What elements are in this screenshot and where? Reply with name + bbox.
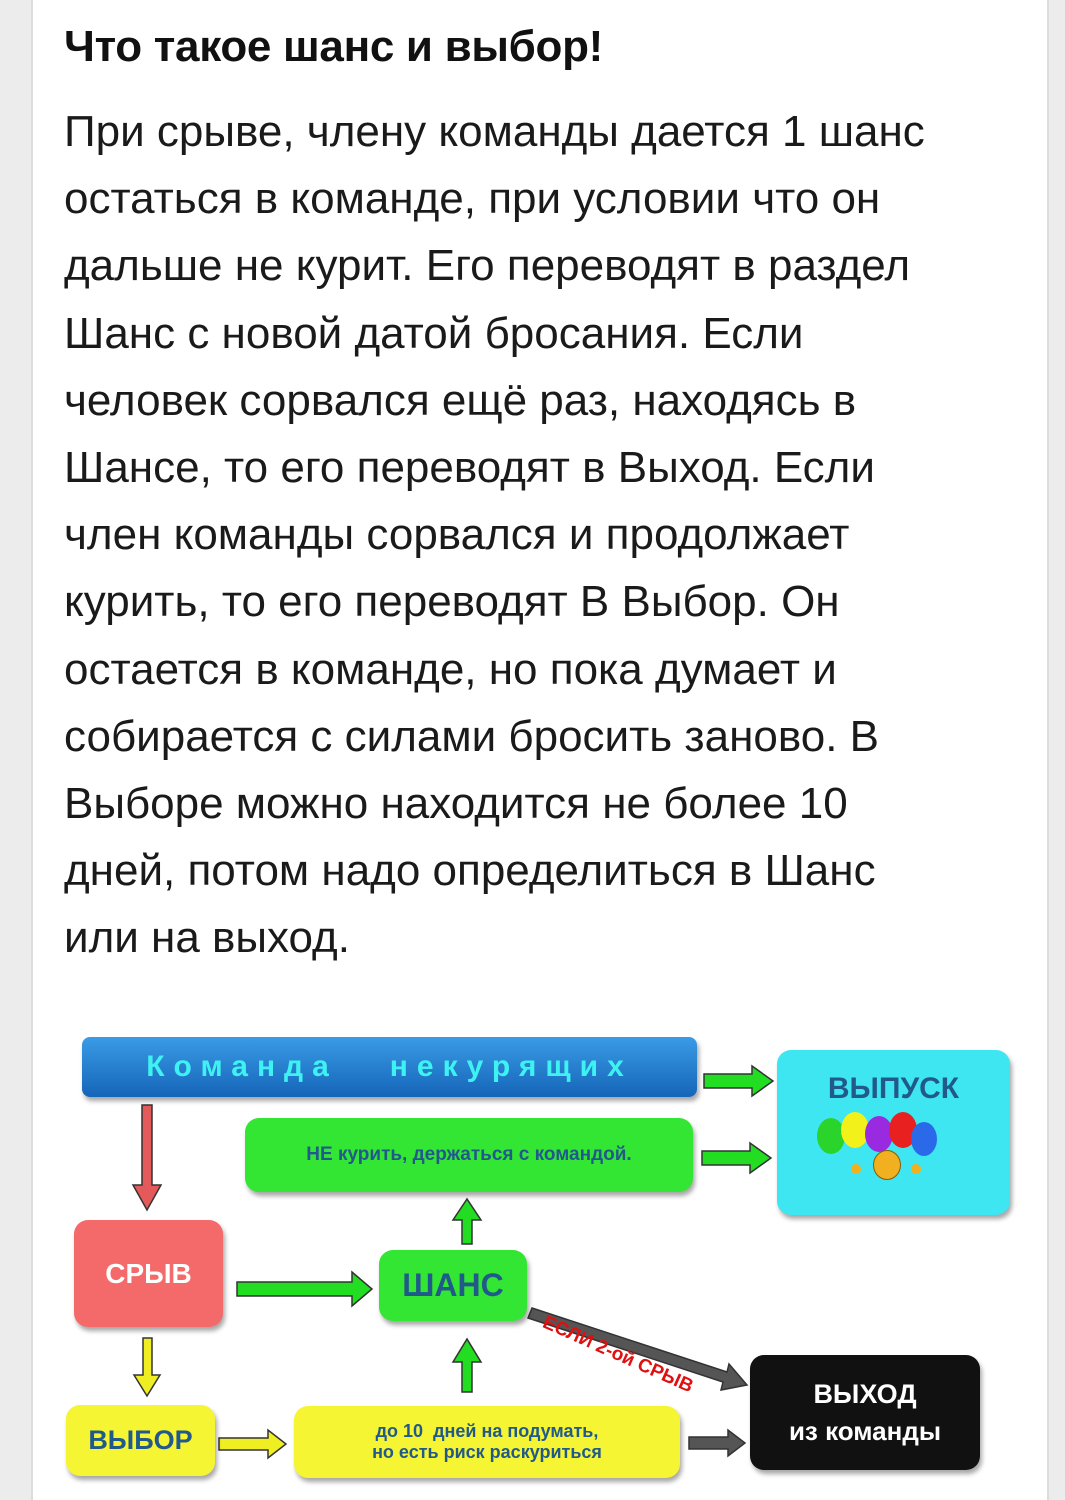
body-line: дальше не курит. Его переводят в раздел (64, 241, 910, 291)
dont-smoke-label: НЕ курить, держаться с командой. (306, 1144, 632, 1165)
think-box (294, 1406, 680, 1478)
exit-line: из команды (788, 1415, 942, 1446)
second-relapse-label: ЕСЛИ 2-ой СРЫВ (539, 1312, 697, 1398)
arrow-choice-to-think (219, 1430, 286, 1458)
team-banner (82, 1037, 697, 1097)
body-line: остаться в команде, при условии что он (64, 174, 881, 224)
body-line: дней, потом надо определиться в Шанс (64, 846, 876, 896)
relapse-box (74, 1220, 223, 1327)
body-line: курить, то его переводят В Выбор. Он (64, 577, 840, 627)
body-line: Шансе, то его переводят в Выход. Если (64, 443, 875, 493)
arrow-team-to-release (704, 1066, 773, 1096)
chance-box (379, 1250, 527, 1321)
think-line: но есть риск раскуриться (372, 1442, 602, 1462)
body-line: человек сорвался ещё раз, находясь в (64, 375, 857, 425)
team-label: Команда некурящих (146, 1050, 633, 1083)
chance-label: ШАНС (402, 1267, 504, 1303)
arrow-dontsmoke-to-release (702, 1143, 771, 1173)
body-line: или на выход. (64, 913, 350, 963)
body-line: Шанс с новой датой бросания. Если (64, 308, 804, 358)
arrow-relapse-to-chance (237, 1272, 372, 1306)
body-line: Выборе можно находится не более 10 (64, 779, 848, 829)
dont-smoke-box (245, 1118, 693, 1192)
arrow-think-to-chance (453, 1339, 481, 1392)
exit-line: ВЫХОД (813, 1378, 917, 1409)
arrow-team-to-relapse (133, 1105, 161, 1210)
balloons-smiley-icon (777, 1106, 1010, 1196)
relapse-label: СРЫВ (105, 1257, 192, 1289)
release-label: ВЫПУСК (827, 1072, 960, 1105)
arrow-think-to-exit (689, 1430, 745, 1456)
think-line: до 10 дней на подумать, (375, 1421, 599, 1441)
choice-label: ВЫБОР (88, 1425, 193, 1455)
article-title: Что такое шанс и выбор! (64, 22, 604, 71)
choice-box (66, 1405, 215, 1476)
arrow-relapse-to-choice (134, 1338, 160, 1396)
release-box (777, 1050, 1010, 1215)
body-line: собирается с силами бросить заново. В (64, 711, 879, 761)
exit-box (750, 1355, 980, 1470)
body-line: остается в команде, но пока думает и (64, 644, 837, 694)
body-line: При срыве, члену команды дается 1 шанс (64, 107, 925, 156)
body-line: член команды сорвался и продолжает (64, 510, 850, 560)
arrow-chance-to-dontsmoke (453, 1199, 481, 1244)
